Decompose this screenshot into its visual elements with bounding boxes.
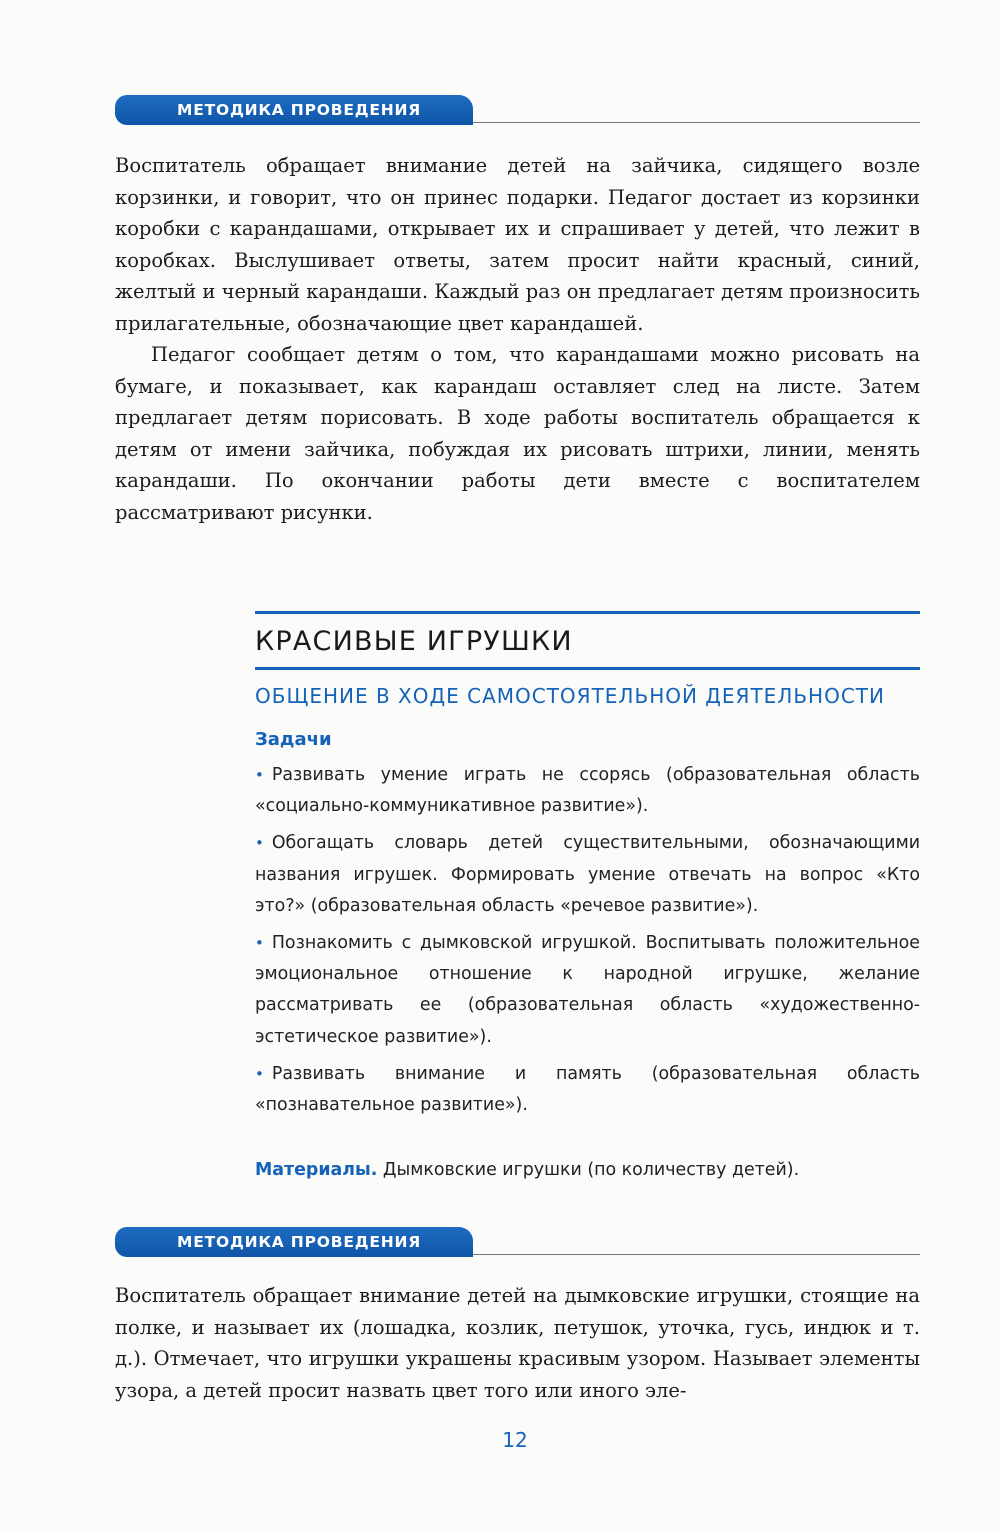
bullet-icon: • (255, 934, 264, 953)
intro-paragraph-1: Воспитатель обращает внимание детей на зайчика, сидящего возле корзинки, и говорит, что он принес подарки. Педагог достает из корзинки коробки с карандашами, открывает их и спрашивает у детей, что лежит в коробках. Выслушивает ответы, затем просит найти красный, синий, желтый и черный карандаши. Каждый раз он предлагает детям произносить прилагательные, обозначающие цвет карандашей. (115, 154, 920, 335)
list-item (255, 828, 920, 922)
task-list (255, 760, 920, 1127)
bullet-icon: • (255, 766, 264, 784)
lesson-title: КРАСИВЫЕ ИГРУШКИ (255, 626, 573, 657)
intro-text (115, 150, 920, 528)
materials (255, 1155, 920, 1186)
lesson-subtitle: ОБЩЕНИЕ В ХОДЕ САМОСТОЯТЕЛЬНОЙ ДЕЯТЕЛЬНОСТИ (255, 684, 885, 708)
intro-paragraph-2: Педагог сообщает детям о том, что карандашами можно рисовать на бумаге, и показывает, как карандаш оставляет след на листе. Затем предлагает детям порисовать. В ходе работы воспитатель обращается к детям от имени зайчика, побуждая их рисовать штрихи, линии, менять карандаши. По окончании работы дети вместе с воспитателем рассматривают рисунки. (115, 343, 920, 524)
title-bottom-rule (255, 667, 920, 670)
task-text: Развивать внимание и память (образовательная область «познавательное развитие»). (255, 1063, 920, 1116)
page-number: 12 (502, 1428, 528, 1452)
bullet-icon: • (255, 834, 264, 853)
task-text: Обогащать словарь детей существительными, обозначающими названия игрушек. Формировать умение отвечать на вопрос «Кто это?» (образовательная область «речевое развитие»). (255, 833, 920, 916)
section-tab (115, 95, 473, 125)
list-item (255, 928, 920, 1053)
bullet-icon: • (255, 1064, 264, 1083)
list-item (255, 760, 920, 822)
section-label: МЕТОДИКА ПРОВЕДЕНИЯ (177, 1233, 421, 1251)
materials-text: Дымковские игрушки (по количеству детей). (377, 1160, 800, 1180)
section-label: МЕТОДИКА ПРОВЕДЕНИЯ (177, 101, 421, 119)
tasks-heading: Задачи (255, 729, 332, 750)
task-text: Познакомить с дымковской игрушкой. Воспитывать положительное эмоциональное отношение к народной игрушке, желание рассматривать ее (образовательная область «художественно-эстетическое развитие»). (255, 933, 920, 1047)
title-top-rule (255, 611, 920, 614)
task-text: Развивать умение играть не ссорясь (образовательная область «социально-коммуникативное развитие»). (255, 765, 920, 817)
materials-label: Материалы. (255, 1160, 378, 1180)
closing-paragraph: Воспитатель обращает внимание детей на дымковские игрушки, стоящие на полке, и называет их (лошадка, козлик, петушок, уточка, гусь, индюк и т. д.). Отмечает, что игрушки украшены красивым узором. Называет элементы узора, а детей просит назвать цвет того или иного эле- (115, 1284, 920, 1402)
closing-text (115, 1280, 920, 1406)
section-header-methodology (115, 95, 920, 125)
section-header-methodology-2 (115, 1227, 920, 1257)
section-rule (473, 1254, 920, 1255)
section-tab (115, 1227, 473, 1257)
section-rule (473, 122, 920, 123)
list-item (255, 1059, 920, 1121)
